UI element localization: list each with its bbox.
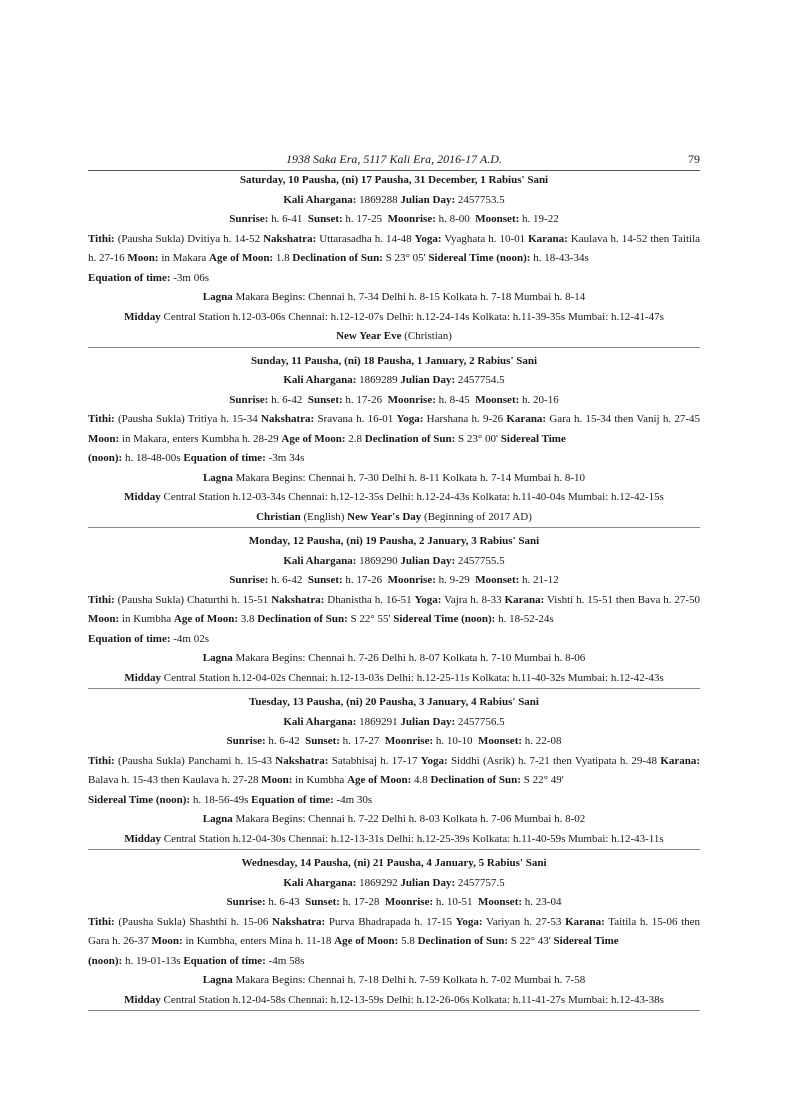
lagna-line [88,649,700,669]
day-entry-jan-2 [88,532,700,689]
sidereal-value: h. 18-52-24s [498,613,554,625]
kali-label: Kali Ahargana: [283,193,357,206]
moonset-value: h. 19-22 [522,213,559,225]
midday-label: Midday [124,671,161,684]
festival-line [88,327,700,347]
sunset-value: h. 17-26 [345,393,383,406]
day-entry-jan-1 [88,352,700,529]
julian-value: 2457753.5 [457,193,505,206]
age-of-moon-value: 1.8 [275,252,290,264]
moonrise-value: h. 8-45 [438,393,470,406]
festival-line: Christian (English) New Year's Day (Beginning of 2017 AD) [256,510,532,523]
kali-value: 1869292 [359,876,398,889]
day-heading: Tuesday, 13 Pausha, (ni) 20 Pausha, 3 January, 4 Rabius' Sani [249,696,539,708]
kali-label: Kali Ahargana: [283,374,357,386]
age-of-moon-value: 3.8 [240,613,255,625]
lagna-label: Lagna [202,291,233,303]
lagna-value: Makara Begins: Chennai h. 7-26 Delhi h. 8-07 Kolkata h. 7-10 Mumbai h. 8-06 [235,652,586,664]
nakshatra-label: Nakshatra: [275,754,329,767]
midday-value: Central Station h.12-04-58s Chennai: h.12-13-59s Delhi: h.12-26-06s Kolkata: h.11-41-27s Mumbai: h.12-43-38s [163,993,664,1006]
midday-line [88,830,700,850]
midday-label: Midday [124,993,161,1006]
declination-label: Declination of Sun: [430,774,521,786]
sidereal-label: Sidereal Time (noon): [88,793,191,806]
yoga-value: Vajra h. 8-33 [444,593,502,606]
kali-label: Kali Ahargana: [283,715,357,728]
midday-label: Midday [124,310,161,323]
nakshatra-label: Nakshatra: [263,232,317,245]
sunrise-label: Sunrise: [226,896,266,908]
tithi-label: Tithi: [88,593,115,606]
panchang-details [88,752,700,811]
lagna-value: Makara Begins: Chennai h. 7-22 Delhi h. 8-03 Kolkata h. 7-06 Mumbai h. 8-02 [235,813,586,825]
rise-set-line [88,210,700,230]
karana-value: Taitila h. 15-06 then Gara h. 26-37 [88,915,701,947]
nakshatra-label: Nakshatra: [271,593,325,606]
moon-value: in Kumbha [121,613,172,625]
lagna-line [88,469,700,489]
karana-label: Karana: [565,915,605,928]
declination-label: Declination of Sun: [417,935,509,947]
day-heading: Saturday, 10 Pausha, (ni) 17 Pausha, 31 December, 1 Rabius' Sani [239,174,549,186]
declination-value: S 22° 49' [523,774,564,786]
age-of-moon-label: Age of Moon: [173,613,239,625]
yoga-value: Harshana h. 9-26 [426,413,504,425]
equation-label: Equation of time: [88,271,171,284]
running-head: 1938 Saka Era, 5117 Kali Era, 2016-17 A.D. [286,152,502,166]
midday-value: Central Station h.12-04-02s Chennai: h.12-13-03s Delhi: h.12-25-11s Kolkata: h.11-40-32s Mumbai: h.12-42-43s [163,671,664,684]
midday-line [88,488,700,508]
festival-name: New Year Eve [336,330,402,342]
age-of-moon-label: Age of Moon: [209,252,274,264]
sunset-label: Sunset: [305,896,340,908]
sidereal-label: Sidereal Time (noon): [393,613,496,625]
sunrise-value: h. 6-41 [271,213,303,225]
equation-label: Equation of time: [183,452,266,464]
page-number: 79 [688,152,700,166]
moonrise-label: Moonrise: [387,393,436,406]
declination-label: Declination of Sun: [364,432,456,445]
kali-value: 1869288 [359,193,398,206]
declination-value: S 23° 05' [385,252,426,264]
midday-value: Central Station h.12-03-06s Chennai: h.12-12-07s Delhi: h.12-24-14s Kolkata: h.11-39-35s Mumbai: h.12-41-47s [163,310,664,323]
sidereal-label: Sidereal Time [553,935,619,947]
festival-note: (Beginning of 2017 AD) [424,510,532,523]
kali-label: Kali Ahargana: [283,876,357,889]
nakshatra-value: Purva Bhadrapada h. 17-15 [328,915,452,928]
moonset-label: Moonset: [478,896,523,908]
declination-value: S 22° 55' [350,613,391,625]
midday-value: Central Station h.12-04-30s Chennai: h.12-13-31s Delhi: h.12-25-39s Kolkata: h.11-40-59s Mumbai: h.12-43-11s [163,832,664,845]
lagna-label: Lagna [202,974,233,986]
lagna-value: Makara Begins: Chennai h. 7-34 Delhi h. 8-15 Kolkata h. 7-18 Mumbai h. 8-14 [235,291,586,303]
rise-set-line [88,893,700,913]
sidereal-label-cont: (noon): [88,452,123,464]
moonrise-value: h. 8-00 [438,213,470,225]
panchang-details [88,230,700,289]
yoga-value: Siddhi (Asrik) h. 7-21 then Vyatipata h. 29-48 [450,754,658,767]
day-entry-dec-31 [88,171,700,348]
yoga-value: Variyan h. 27-53 [485,915,562,928]
moonrise-label: Moonrise: [384,896,434,908]
ahargana-line [88,552,700,572]
equation-value: -4m 02s [173,632,209,645]
moonrise-value: h. 10-51 [435,896,473,908]
midday-value: Central Station h.12-03-34s Chennai: h.12-12-35s Delhi: h.12-24-43s Kolkata: h.11-40-04s Mumbai: h.12-42-15s [163,491,664,503]
festival-name: Christian [256,510,301,523]
lagna-value: Makara Begins: Chennai h. 7-18 Delhi h. 7-59 Kolkata h. 7-02 Mumbai h. 7-58 [235,974,586,986]
day-heading: Monday, 12 Pausha, (ni) 19 Pausha, 2 January, 3 Rabius' Sani [248,535,540,547]
nakshatra-label: Nakshatra: [272,915,326,928]
lagna-label: Lagna [202,471,233,484]
age-of-moon-value: 2.8 [348,432,363,445]
sunrise-label: Sunrise: [229,574,269,586]
julian-label: Julian Day: [400,193,456,206]
yoga-label: Yoga: [396,413,424,425]
equation-value: -4m 30s [336,793,373,806]
equation-value: -3m 06s [173,271,209,284]
sunset-value: h. 17-25 [345,213,383,225]
moonset-value: h. 20-16 [522,393,559,406]
declination-label: Declination of Sun: [292,252,383,264]
moonrise-label: Moonrise: [387,213,436,225]
yoga-label: Yoga: [420,754,448,767]
tithi-value: (Pausha Sukla) Shashthi h. 15-06 [118,915,269,928]
moonset-value: h. 21-12 [522,574,559,586]
equation-label: Equation of time: [251,793,334,806]
nakshatra-label: Nakshatra: [261,413,315,425]
sunrise-label: Sunrise: [226,735,266,747]
panchang-details [88,913,700,972]
karana-value: Gara h. 15-34 then Vanij h. 27-45 [549,413,701,425]
day-heading: Sunday, 11 Pausha, (ni) 18 Pausha, 1 January, 2 Rabius' Sani [250,354,538,367]
karana-label: Karana: [660,754,701,767]
yoga-label: Yoga: [414,232,442,245]
sunset-value: h. 17-26 [345,574,383,586]
sunrise-value: h. 6-42 [268,735,300,747]
ahargana-line [88,713,700,733]
declination-value: S 22° 43' [510,935,551,947]
panchang-details [88,410,700,469]
sunset-label: Sunset: [307,393,343,406]
lagna-value: Makara Begins: Chennai h. 7-30 Delhi h. 8-11 Kolkata h. 7-14 Mumbai h. 8-10 [235,471,586,484]
midday-line [88,991,700,1011]
midday-label: Midday [124,832,161,845]
moon-label: Moon: [88,613,120,625]
equation-label: Equation of time: [183,954,266,967]
julian-label: Julian Day: [400,876,456,889]
sunset-value: h. 17-28 [342,896,380,908]
day-heading: Wednesday, 14 Pausha, (ni) 21 Pausha, 4 January, 5 Rabius' Sani [241,857,547,869]
yoga-label: Yoga: [455,915,483,928]
moon-value: in Makara, enters Kumbha h. 28-29 [121,432,279,445]
sidereal-value: h. 19-01-13s [124,954,181,967]
julian-label: Julian Day: [400,374,456,386]
equation-label: Equation of time: [88,632,171,645]
tithi-label: Tithi: [88,413,115,425]
rise-set-line [88,391,700,411]
nakshatra-value: Uttarasadha h. 14-48 [319,232,412,245]
tithi-value: (Pausha Sukla) Panchami h. 15-43 [118,754,272,767]
tithi-value: (Pausha Sukla) Tritiya h. 15-34 [117,413,258,425]
moonset-value: h. 22-08 [524,735,562,747]
sunset-label: Sunset: [307,574,343,586]
sunrise-value: h. 6-42 [271,574,303,586]
moonrise-value: h. 9-29 [438,574,470,586]
karana-value: Balava h. 15-43 then Kaulava h. 27-28 [88,774,259,786]
moon-label: Moon: [261,774,293,786]
moon-label: Moon: [88,432,120,445]
lagna-line [88,971,700,991]
julian-value: 2457756.5 [457,715,505,728]
moon-value: in Makara [161,252,207,264]
age-of-moon-label: Age of Moon: [334,935,399,947]
julian-value: 2457754.5 [457,374,505,386]
karana-label: Karana: [528,232,568,245]
tithi-value: (Pausha Sukla) Dvitiya h. 14-52 [117,232,261,245]
karana-label: Karana: [506,413,547,425]
moonset-label: Moonset: [478,735,523,747]
karana-value: Kaulava h. 14-52 then Taitila h. 27-16 [88,232,701,264]
lagna-label: Lagna [202,813,233,825]
sidereal-label: Sidereal Time [500,432,566,445]
festival-new-year: New Year's Day [347,510,422,523]
sunset-label: Sunset: [307,213,343,225]
rise-set-line [88,732,700,752]
moonset-label: Moonset: [475,393,520,406]
kali-value: 1869289 [359,374,398,386]
sunrise-label: Sunrise: [229,393,269,406]
sidereal-value: h. 18-56-49s [192,793,249,806]
kali-label: Kali Ahargana: [283,554,357,567]
age-of-moon-label: Age of Moon: [347,774,412,786]
lagna-line [88,810,700,830]
midday-line [88,669,700,689]
equation-value: -4m 58s [268,954,305,967]
sidereal-label: Sidereal Time (noon): [428,252,531,264]
nakshatra-value: Dhanistha h. 16-51 [327,593,412,606]
nakshatra-value: Sravana h. 16-01 [317,413,394,425]
julian-label: Julian Day: [400,715,456,728]
age-of-moon-label: Age of Moon: [281,432,346,445]
day-entry-jan-4 [88,854,700,1011]
declination-value: S 23° 00' [458,432,499,445]
tithi-label: Tithi: [88,754,115,767]
sidereal-value: h. 18-48-00s [124,452,181,464]
moon-value: in Kumbha [295,774,345,786]
midday-line [88,308,700,328]
age-of-moon-value: 4.8 [413,774,428,786]
lagna-label: Lagna [202,652,233,664]
sidereal-value: h. 18-43-34s [533,252,589,264]
nakshatra-value: Satabhisaj h. 17-17 [331,754,418,767]
tithi-value: (Pausha Sukla) Chaturthi h. 15-51 [117,593,269,606]
moonrise-label: Moonrise: [387,574,436,586]
kali-value: 1869291 [359,715,398,728]
sunrise-label: Sunrise: [229,213,269,225]
moonset-label: Moonset: [475,213,520,225]
moonrise-value: h. 10-10 [435,735,473,747]
festival-note: (Christian) [404,330,452,342]
sunrise-value: h. 6-42 [271,393,303,406]
equation-value: -3m 34s [268,452,305,464]
ahargana-line [88,874,700,894]
midday-label: Midday [124,491,161,503]
lagna-line [88,288,700,308]
age-of-moon-value: 5.8 [401,935,415,947]
julian-value: 2457757.5 [457,876,505,889]
moonrise-label: Moonrise: [384,735,434,747]
karana-value: Vishti h. 15-51 then Bava h. 27-50 [547,593,701,606]
yoga-label: Yoga: [414,593,442,606]
sunset-label: Sunset: [305,735,340,747]
page-header [88,152,700,171]
declination-label: Declination of Sun: [257,613,348,625]
moonset-label: Moonset: [475,574,520,586]
sidereal-label-cont: (noon): [88,954,123,967]
moonset-value: h. 23-04 [524,896,562,908]
moon-value: in Kumbha, enters Mina h. 11-18 [185,935,332,947]
sunrise-value: h. 6-43 [268,896,300,908]
karana-label: Karana: [504,593,545,606]
yoga-value: Vyaghata h. 10-01 [444,232,526,245]
julian-label: Julian Day: [400,554,456,567]
ahargana-line [88,371,700,391]
ahargana-line [88,191,700,211]
panchang-details [88,591,700,650]
tithi-label: Tithi: [88,232,115,245]
kali-value: 1869290 [359,554,398,567]
day-entry-jan-3 [88,693,700,850]
moon-label: Moon: [151,935,183,947]
sunset-value: h. 17-27 [342,735,380,747]
moon-label: Moon: [127,252,159,264]
julian-value: 2457755.5 [457,554,505,567]
tithi-label: Tithi: [88,915,115,928]
almanac-entries [88,171,700,1015]
rise-set-line [88,571,700,591]
